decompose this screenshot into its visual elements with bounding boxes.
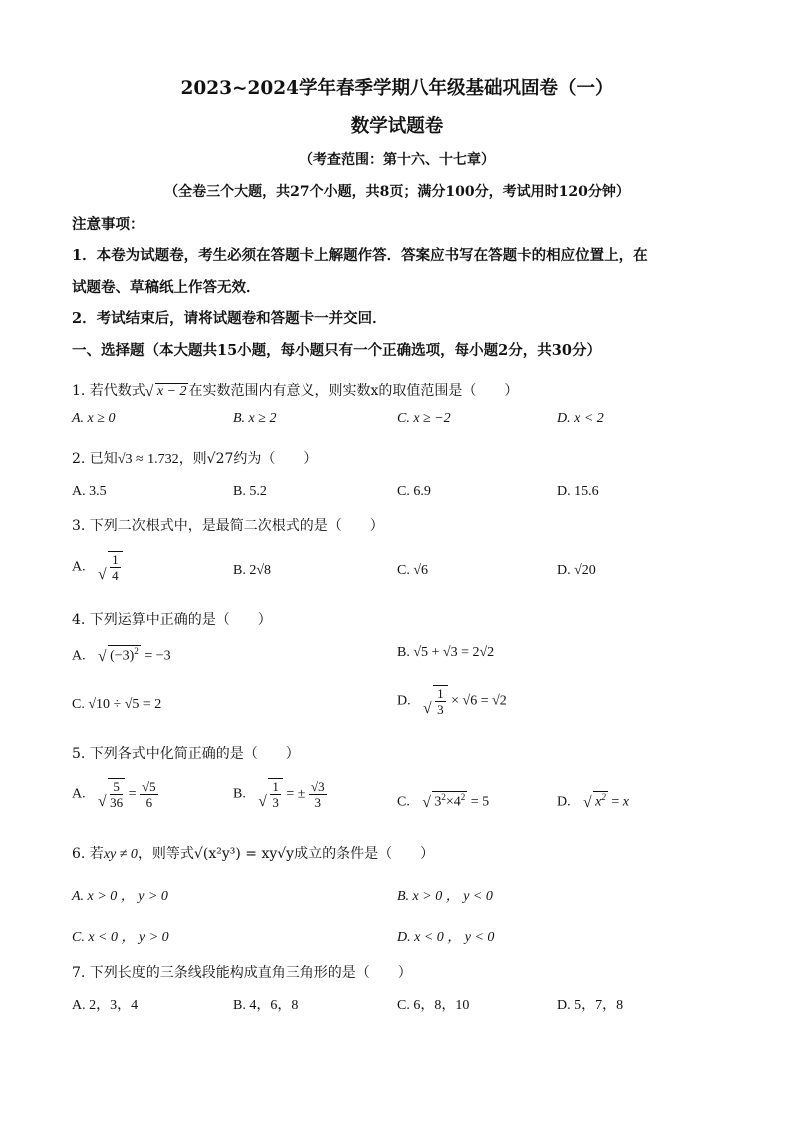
question-7: 7. 下列长度的三条线段能构成直角三角形的是（ ） [72, 965, 412, 981]
question-2-prefix: 2. 已知 [72, 451, 118, 467]
q4-option-d[interactable]: D. √ $\frac{1}{3}$ × √6 = √2 [397, 685, 507, 717]
notice-item-1-line-1: 1．本卷为试题卷，考生必须在答题卡上解题作答．答案应书写在答题卡的相应位置上，在 [72, 247, 648, 264]
q1-option-c[interactable]: C. x ≥ −2 [397, 411, 451, 426]
q5-option-a[interactable]: A. √ $\frac{5}{36}$ = $\frac{√5}{6}$ [72, 778, 158, 810]
question-3: 3. 下列二次根式中，是最简二次根式的是（ ） [72, 518, 384, 534]
q7-option-d[interactable]: D. 5，7，8 [557, 998, 624, 1013]
q4-option-a[interactable]: A. √ $(-3)^2 = -3$ [72, 645, 171, 665]
q7-option-a[interactable]: A. 2，3，4 [72, 998, 139, 1013]
q1-option-b[interactable]: B. x ≥ 2 [233, 411, 277, 426]
q7-option-c[interactable]: C. 6，8，10 [397, 998, 470, 1013]
question-5: 5. 下列各式中化简正确的是（ ） [72, 746, 300, 762]
q4-option-c[interactable]: C. √10 ÷ √5 = 2 [72, 697, 162, 712]
q1-option-a[interactable]: A. x ≥ 0 [72, 411, 116, 426]
q3-option-d[interactable]: D. √20 [557, 563, 596, 578]
notice-item-1-line-2: 试题卷、草稿纸上作答无效． [72, 279, 261, 296]
q4-option-b[interactable]: B. √5 + √3 = 2√2 [397, 645, 495, 660]
q5-option-c[interactable]: C. √ $3^2\times 4^2 = 5$ [397, 791, 489, 811]
question-6-given: xy ≠ 0 [103, 847, 138, 862]
question-6-prefix: 6. 若 [72, 846, 104, 862]
question-1 [72, 380, 518, 400]
exam-info: （全卷三个大题，共27个小题，共8页；满分100分，考试用时120分钟） [164, 184, 630, 200]
q5-option-b[interactable]: B. √ $\frac{1}{3}$ = ± $\frac{√3}{3}$ [233, 778, 327, 810]
q2-option-d[interactable]: D. 15.6 [557, 484, 599, 499]
question-1-suffix: 在实数范围内有意义，则实数x的取值范围是（ ） [188, 383, 519, 399]
exam-scope: （考查范围：第十六、十七章） [299, 152, 495, 168]
question-6-suffix: ，则等式√(x²y³) = xy√y成立的条件是（ ） [137, 846, 435, 862]
section-1-heading: 一、选择题（本大题共15小题，每小题只有一个正确选项，每小题2分，共30分） [72, 342, 601, 359]
q6-option-d[interactable]: D. x < 0 ， y < 0 [397, 930, 495, 945]
question-2 [72, 448, 317, 468]
question-2-suffix: ，则√27约为（ ） [178, 451, 318, 467]
question-1-prefix: 1. 若代数式 [72, 383, 146, 399]
q6-option-a[interactable]: A. x > 0 ， y > 0 [72, 889, 168, 904]
notice-heading: 注意事项： [72, 216, 145, 233]
question-2-given: √3 ≈ 1.732 [117, 452, 179, 467]
q2-option-c[interactable]: C. 6.9 [397, 484, 431, 499]
exam-title: 2023~2024学年春季学期八年级基础巩固卷（一） [180, 78, 614, 99]
q3-option-a[interactable]: A. √ $\frac{1}{4}$ [72, 551, 123, 583]
exam-subtitle: 数学试题卷 [350, 116, 444, 137]
q6-option-b[interactable]: B. x > 0 ， y < 0 [397, 889, 493, 904]
q3-option-b[interactable]: B. 2√8 [233, 563, 272, 578]
q6-option-c[interactable]: C. x < 0 ， y > 0 [72, 930, 169, 945]
q2-option-a[interactable]: A. 3.5 [72, 484, 107, 499]
q2-option-b[interactable]: B. 5.2 [233, 484, 267, 499]
question-1-radical: √ x − 2 [146, 383, 189, 400]
question-6 [72, 843, 434, 863]
q5-option-d[interactable]: D. √ $x^2 = x$ [557, 791, 629, 811]
question-4: 4. 下列运算中正确的是（ ） [72, 612, 272, 628]
q3-option-c[interactable]: C. √6 [397, 563, 429, 578]
notice-item-2: 2．考试结束后，请将试题卷和答题卡一并交回． [72, 310, 387, 327]
q7-option-b[interactable]: B. 4，6，8 [233, 998, 299, 1013]
q1-option-d[interactable]: D. x < 2 [557, 411, 604, 426]
